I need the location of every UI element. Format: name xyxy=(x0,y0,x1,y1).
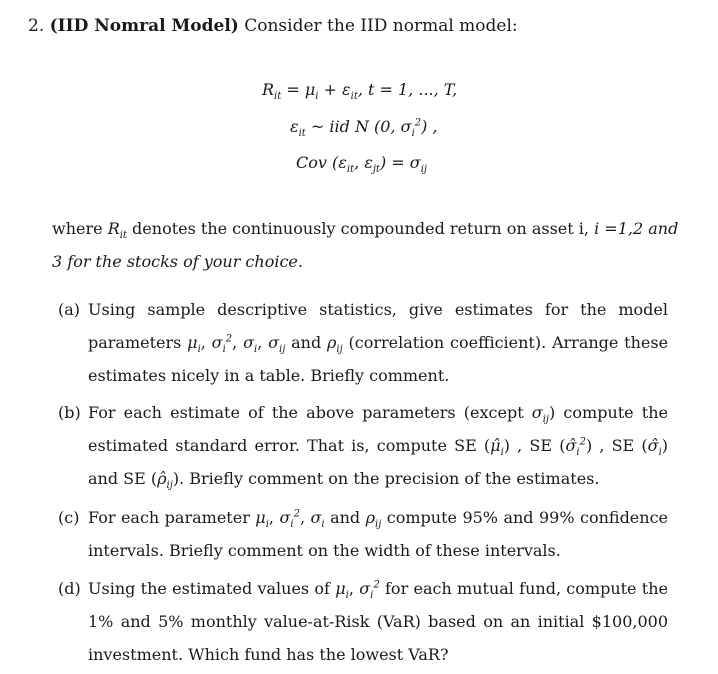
question-text: For each estimate of the above parameters (except $\sigma_{ij}$) compute the estimated standard error. That is, compute SE $(\mû_i)$ , SE $(\sigmâ_i^2)$ , SE $(\sigmâ_i)$ and SE $(\rhô_{ij})$. Briefly comment on the precision of the estimates. xyxy=(88,403,669,492)
equation-2-text: $\varepsilon_{it}$ ~ iid N (0, $\sigma_i^2$) , xyxy=(290,117,438,140)
equation-1-text: $R_{it} = \mu_i + \varepsilon_{it}$, t = 1, ..., T, xyxy=(262,80,458,103)
problem-number: 2. xyxy=(28,16,45,36)
equation-return-model xyxy=(262,80,458,103)
question-text: For each parameter $\mu_i$, $\sigma_i^2$, $\sigma_i$ and $\rho_{ij}$ compute 95% and 99% confidence intervals. Briefly comment on the width of these intervals. xyxy=(88,508,669,560)
where-description: denotes the continuously compounded return on asset i, xyxy=(132,219,589,238)
question-label: (d) xyxy=(58,579,81,598)
problem-title: (IID Nomral Model) xyxy=(49,16,239,36)
where-prefix: where xyxy=(52,219,103,238)
problem-intro: Consider the IID normal model: xyxy=(244,16,518,36)
where-paragraph xyxy=(52,212,682,278)
where-variable: $R_{it}$ xyxy=(107,219,127,242)
question-text: Using sample descriptive statistics, give estimates for the model parameters $\mu_i$, $\sigma_i^2$, $\sigma_i$, $\sigma_{ij}$ and $\rho_{ij}$ (correlation coefficient). Arrange these estimates nicely in a table. Briefly comment. xyxy=(88,300,669,385)
question-text: Using the estimated values of $\mu_i$, $\sigma_i^2$ for each mutual fund, compute the 1% and 5% monthly value-at-Risk (VaR) based on an initial $100,000 investment. Which fund has the lowest VaR? xyxy=(88,579,669,664)
equation-covariance xyxy=(296,153,428,176)
question-label: (c) xyxy=(58,508,80,527)
question-label: (b) xyxy=(58,403,81,422)
equation-3-text: Cov ($\varepsilon_{it}$, $\varepsilon_{jt}) = \sigma_{ij}$ xyxy=(296,153,428,176)
problem-header xyxy=(28,16,518,36)
question-label: (a) xyxy=(58,300,81,319)
equation-error-distribution xyxy=(290,117,438,140)
where-italic-tail: i =1,2 and 3 for the stocks of your choice. xyxy=(52,219,679,271)
